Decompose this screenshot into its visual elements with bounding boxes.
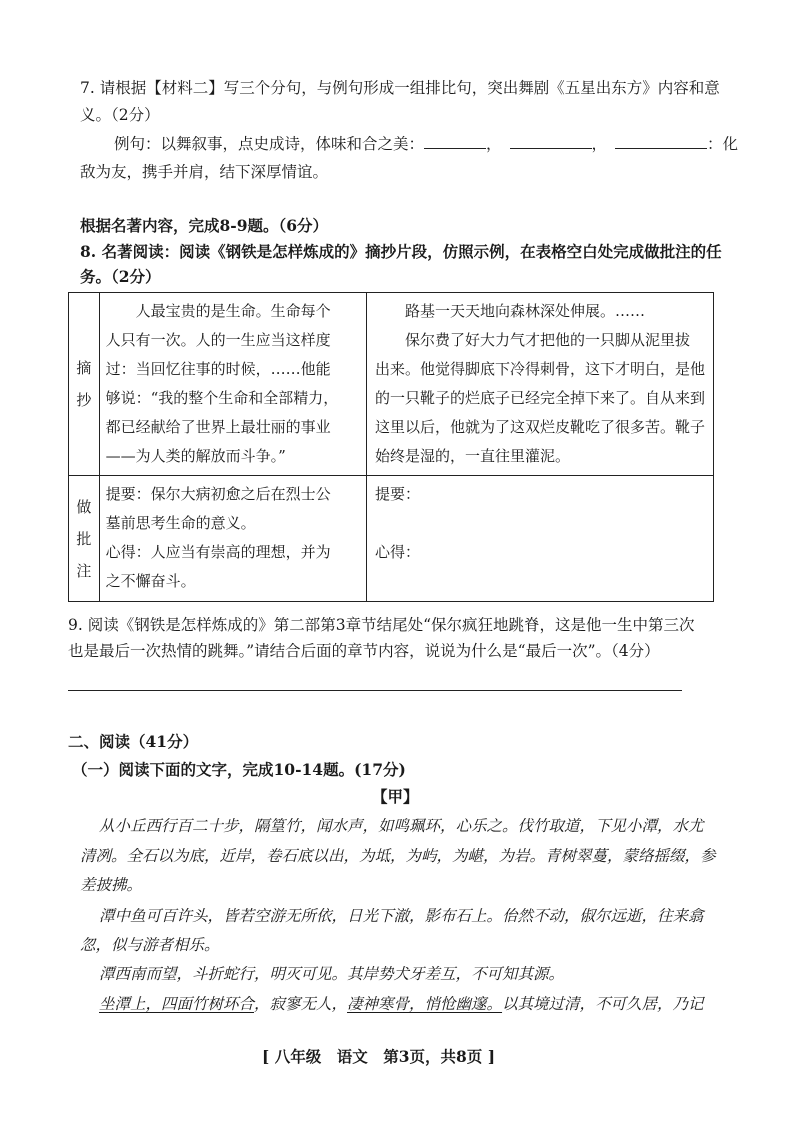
excerpt-right-cell: 路基一天天地向森林深处伸展。…… 保尔费了好大力气才把他的一只脚从泥里拔 出来。他觉得脚底下冷得刺骨，这下才明白，是他 的一只靴子的烂底子已经完全掉下来了。自从来到 这里以后，他就为了这双烂皮靴吃了很多苦。靴子 始终是湿的，一直往里灌泥。 [366, 293, 713, 476]
part2-subheading: （一）阅读下面的文字，完成10-14题。(17分) [72, 760, 406, 779]
passage-p1-line1: 从小丘西行百二十步，隔篁竹，闻水声，如鸣珮环，心乐之。伐竹取道，下见小潭，水尤 [99, 817, 704, 835]
q7-sep: ， [591, 135, 608, 153]
passage-text: ，寂寥无人， [254, 995, 348, 1013]
annotation-table [68, 292, 714, 602]
page-footer: [ 八年级 语文 第3页，共8页 ] [262, 1047, 496, 1066]
row-label-excerpt: 摘 抄 [69, 293, 100, 476]
row-label-annotation: 做 批 注 [69, 476, 100, 602]
underlined-phrase-1: 坐潭上，四面竹树环合 [99, 995, 255, 1013]
note-left-cell: 提要：保尔大病初愈之后在烈士公 墓前思考生命的意义。 心得：人应当有崇高的理想，并为 之不懈奋斗。 [99, 476, 366, 602]
passage-p1-line2: 清冽。全石以为底，近岸，卷石底以出，为坻，为屿，为嵁，为岩。青树翠蔓，蒙络摇缀，参 [80, 847, 716, 865]
q7-line1: 7. 请根据【材料二】写三个分句，与例句形成一组排比句，突出舞剧《五星出东方》内容和意 [80, 79, 720, 97]
q7-example-suffix: ：化 [707, 135, 739, 153]
q7-line2: 义。（2分） [80, 106, 160, 124]
excerpt-left-cell: 人最宝贵的是生命。生命每个 人只有一次。人的一生应当这样度 过：当回忆往事的时候，……他能 够说：“我的整个生命和全部精力， 都已经献给了世界上最壮丽的事业 ——为人类的解放而斗争。” [99, 293, 366, 476]
q7-answer-blank-1[interactable] [424, 134, 486, 149]
q7-example-prefix: 例句：以舞叙事，点史成诗，体味和合之美： [114, 135, 425, 153]
passage-p3: 潭西南而望，斗折蛇行，明灭可见。其岸势犬牙差互，不可知其源。 [99, 965, 565, 983]
passage-text: 以其境过清，不可久居，乃记 [502, 995, 704, 1013]
q7-line4: 敌为友，携手并肩，结下深厚情谊。 [80, 163, 329, 181]
section-intro: 根据名著内容，完成8-9题。（6分） [80, 216, 329, 235]
passage-label-jia: 【甲】 [372, 787, 419, 806]
q7-answer-blank-2[interactable] [510, 134, 592, 149]
note-insight-label: 心得： [374, 543, 420, 561]
q8-line2: 务。（2分） [80, 267, 161, 286]
q7-answer-blank-3[interactable] [615, 134, 707, 149]
note-summary-label: 提要： [374, 485, 420, 503]
passage-p4-line1 [99, 993, 704, 1015]
note-right-cell[interactable] [366, 476, 713, 602]
underlined-phrase-2: 凄神寒骨，悄怆幽邃。 [347, 995, 503, 1013]
passage-p1-line3: 差披拂。 [80, 876, 143, 894]
q7-sep: ， [486, 135, 502, 153]
passage-p2-line2: 忽，似与游者相乐。 [80, 936, 220, 954]
q9-line1: 9. 阅读《钢铁是怎样炼成的》第二部第3章节结尾处“保尔疯狂地跳脊，这是他一生中第三次 [68, 616, 695, 634]
q7-example-line [114, 133, 738, 155]
q9-line2: 也是最后一次热情的跳舞。”请结合后面的章节内容，说说为什么是“最后一次”。（4分） [68, 642, 660, 660]
q9-answer-line[interactable] [68, 690, 682, 691]
passage-p2-line1: 潭中鱼可百许头，皆若空游无所依，日光下澈，影布石上。佁然不动，俶尔远逝，往来翕 [99, 907, 704, 925]
q8-line1: 8. 名著阅读：阅读《钢铁是怎样炼成的》摘抄片段，仿照示例，在表格空白处完成做批注的任 [80, 242, 722, 261]
part2-heading: 二、阅读（41分） [68, 732, 199, 751]
